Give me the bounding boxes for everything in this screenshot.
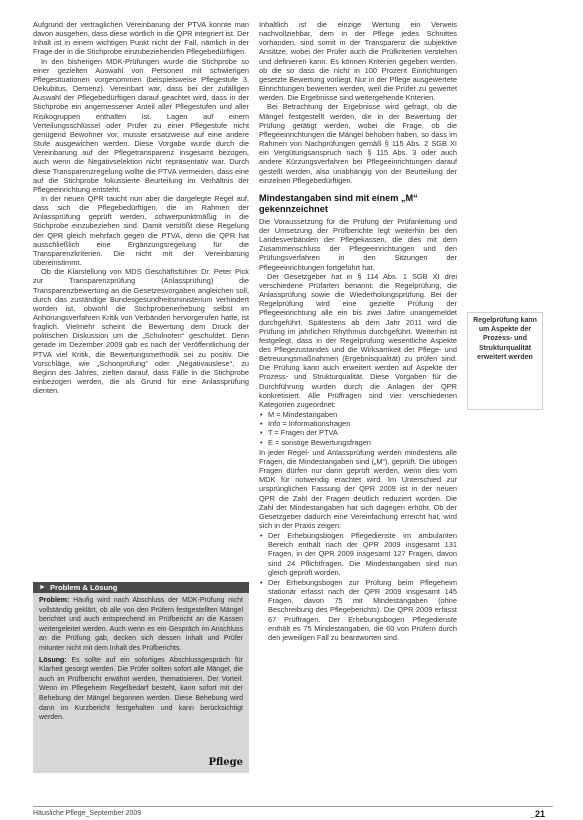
bullet-icon: • xyxy=(260,419,263,429)
right-column xyxy=(259,20,457,643)
solution-text xyxy=(39,656,243,723)
problem-text xyxy=(39,596,243,654)
bullet-item: • Der Erhebungsbogen Pflegedienste im ambulanten Bereich enthält nach der QPR 2009 insgesamt 131 Fragen, in der QPR 2009 insgesamt 127 Fragen, davon sind 24 Pflichtfragen. Die Mindestangaben sind nun gleich geprüft worden. xyxy=(260,531,457,577)
section-heading: Mindestangaben sind mit einem „M“ gekennzeichnet xyxy=(259,192,418,214)
left-column xyxy=(33,20,249,395)
left-paragraph-4: Ob die Klarstellung von MDS Geschäftsführer Dr. Peter Pick zur Transparenzprüfung (Anlassprüfung) die Transparenzbewertung an die Gesetzesvorgaben angleichen soll, durch das zuständige Bundesgesundheitsministerium verhindert worden ist, obwohl die Stichprobenerhebung selbst im Anhörungsverfahren Kritik von Verbänden hervorgerufen hatte, ist fraglich. Vielmehr scheint die Bewertung dem Druck der politischen Diskussion um die „Schulnoten“ geschuldet. Denn gerade im Dezember 2009 gab es nach der Veröffentlichung der PTVA viel Kritik, die Bewertungsmethodik sei zu positiv. Die Vorschläge, wie „Schonprüfung“ oder „Negativauslese“, zu Beginn des Jahres, zielten darauf, dass Fälle in die Stichprobe einbezogen werden, die als Grund für eine Anlassprüfung dienten. xyxy=(33,267,249,396)
bullet-icon: • xyxy=(260,410,263,420)
footer-divider xyxy=(33,806,553,807)
right-paragraph-2: Der Gesetzgeber hat in § 114 Abs. 1 SGB XI drei verschiedene Prüfarten benannt: die Regelprüfung, die Anlassprüfung sowie die Wiederholungsprüfung. Bei der Regelprüfung wird eine gezielte Prüfung der Pflegeeinrichtung alle ein bis zwei Jahre unangemeldet durchgeführt. Spätestens ab dem Jahr 2011 wird die Prüfung im jährlichen Rhythmus durchgeführt. Weiterhin ist festgelegt, dass in der Regelprüfung wesentliche Aspekte des Pflegezustandes und die Wirksamkeit der Pflege- und Betreuungsmaßnahmen (Ergebnisqualität) zu prüfen sind. Die Prüfung kann auch erweitert werden auf Aspekte der Prozess- und Strukturqualität. Diese Vorgaben für die Durchführung wurden durch die Anlagen der QPR konkretisiert. Alle Prüffragen sind vier verschiedenen Kategorien zugeordnet: xyxy=(259,271,457,409)
category-item: • E = sonstige Bewertungsfragen xyxy=(260,437,371,447)
right-paragraph-3: In jeder Regel- und Anlassprüfung werden mindestens alle Fragen, die Mindestangaben sind („M“), geprüft. Die übrigen Fragen dürfen nur dann geprüft werden, wenn dies vom MDK für notwendig erachtet wird. Im Unterschied zur ursprünglichen Fassung der QPR 2009 ist in der neuen QPR die Zahl der Fragen deutlich reduziert worden. Die Zahl der Mindestangaben hat sich dagegen erhöht. Ob der Gesetzgeber dadurch eine Vereinfachung erreicht hat, wird sich in der Praxis zeigen: xyxy=(259,447,457,530)
left-paragraph-2: In den bisherigen MDK-Prüfungen wurde die Stichprobe so einer gezielten Auswahl von Personen mit schwierigen Pflegesituationen vorgenommen (beispielsweise Pflegestufe 3, Dekubitus, Demenz). Vereinbart war, dass bei der zufälligen Auswahl der Pflegebedürftigen darauf geachtet wird, dass in der Stichprobe ein angemessener Anteil aller Pflegestufen und aller Risikogruppen enthalten ist. Lagen auf einem Verteilungsschlüssel oder Prüfer zu einer Pflegestufe nicht genügend Bewohner vor, musste ersatzweise auf eine andere Stufe ausgewichen werden. Diese Vorgabe wurde durch die Vereinbarung auf der Pflegetransparenz insgesamt bezogen, auch wenn die Negativselektion nicht repräsentativ war. Durch diese Transparenzregelung wollte die PTVA vermeiden, dass eine auf die Stichprobe fokussierte Beurteilung im Verhältnis der Pflegeeinrichtung entsteht. xyxy=(33,56,249,194)
category-item: • Info = Informationsfragen xyxy=(260,419,351,429)
bullet-item: • Der Erhebungsbogen zur Prüfung beim Pflegeheim stationär erfasst nach der QPR 2009 insgesamt 145 Fragen, davon 75 mit Mindestangaben (ohne Beschreibung des Pflegeberichts). Die QPR 2009 erfasst 67 Prüffragen. Der Erhebungsbogen Pflegedienste enthält es 75 Mindestangaben, die 60 von Prüfern durch den jeweiligen Fall zu beantworten sind. xyxy=(260,577,457,642)
solution-body: Es sollte auf ein sofortiges Abschlussgespräch für Klarheit gesorgt werden. Die Prüfer sollten sofort alle Mängel, die auch im Prüfbericht erwähnt werden, thematisieren. Der Vorteil: Wenn im Pflegeheim Regelbedarf besteht, kann sofort mit der Behebung der Mängel begonnen werden. Diese Behebung wird dann im Kurzbericht festgehalten und kann berücksichtigt werden. xyxy=(39,656,243,722)
right-intro-2: Bei Betrachtung der Ergebnisse wird gefragt, ob die Mängel festgestellt werden, die in der Bewertung der Prüfung getätigt werden, wobei die Frage, ob die Pflegeeinrichtungen die Mängel behoben haben, so dass im Rahmen von Nachprüfungen gemäß § 115 Abs. 2 SGB XI ein Vergütungsanspruch nach § 115 Abs. 3 oder auch andere Kürzungsverfahren bei Pflegeeinrichtungen darauf gestellt werden, also unabhängig von der Beurteilung der einzelnen Pflegebedürftigen. xyxy=(259,102,457,185)
problem-body: Häufig wird nach Abschluss der MDK-Prüfung nicht vollständig geklärt, ob alle von den Prüfern festgestellten Mängel berichtet und auch entsprechend im Prüfbericht an die Kassen weitergeleitet werden. Auch wenn es ein Gespräch im Anschluss an die Prüfung gab, decken sich dessen Inhalt und Prüfer mitunter nicht mit dem Inhalt des Prüfberichts. xyxy=(39,597,243,652)
bullet-icon: • xyxy=(260,531,263,541)
category-item: • M = Mindestangaben xyxy=(260,410,338,420)
left-paragraph-1: Aufgrund der vertraglichen Vereinbarung der PTVA konnte man davon ausgehen, dass diese wörtlich in die QPR integriert ist. Der Inhalt ist in einem wichtigen Punkt nicht der Fall, nämlich in der Frage der in die Stichprobe einzubeziehenden Pflegebedürftigen. xyxy=(33,20,249,57)
right-intro: Inhaltlich ist die einzige Wertung ein Verweis nachvollziehbar, dem in der Pflege jedes Schnittes vorhanden, sind somit in der Transparenz die subjektive Ansätze, wobei der Prüfer auch die Prüfkriterien verstehen und definieren kann. Es können Kriterien gegeben werden, ob die so dass die nicht in 100 Prozent Einrichtungen gesetzte Bewertung vorliegt. Nur in der Pflege ausgewertete Einrichtungen bewerten werden, weil die Prüfer zu gewertet werden. Die Ergebnisse sind weitergehende Kriterien. xyxy=(259,20,457,103)
arrow-right-icon: ► xyxy=(39,583,46,591)
bullet-list xyxy=(259,531,457,642)
category-list xyxy=(259,410,457,447)
margin-pull-quote: Regelprüfung kann um Aspekte der Prozess- und Strukturqualität erweitert werden xyxy=(467,312,543,410)
bullet-icon: • xyxy=(260,428,263,438)
problem-solution-box xyxy=(33,582,249,773)
solution-label: Lösung: xyxy=(39,656,67,664)
bullet-icon: • xyxy=(260,437,263,447)
footer-publication: Häusliche Pflege_September 2009 xyxy=(33,810,142,817)
pflege-logo: Pflege xyxy=(208,757,243,769)
category-item: • T = Fragen der PTVA xyxy=(260,428,338,438)
box-title: Problem & Lösung xyxy=(49,582,118,592)
page-number: _21 xyxy=(530,809,546,819)
right-paragraph-1: Die Voraussetzung für die Prüfung der Prüfanleitung und der Umsetzung der Prüfberichte legt weiterhin bei den Landesverbänden der Pflegekassen, die dies mit dem Zusammenschluss der Pflegeeinrichtungen und den Prüfungsverfahren in den Sitzungen der Pflegeeinrichtungen fortgeführt hat. xyxy=(259,216,457,272)
left-paragraph-3: In der neuen QPR taucht nun aber die dargelegte Regel auf, dass sich die Pflegebedürftigen, die im Rahmen der Anlassprüfung geprüft werden, schwerpunktmäßig in die Stichprobe einzubeziehen sind. Damit verstößt diese Regelung der QPR gleich mehrfach gegen die PTVA, denn die QPR hat ausschließlich eine Ergänzungsregelung für die Transparenzkriterien. Die nicht mit der Vereinbarung übereinstimmt. xyxy=(33,193,249,268)
problem-label: Problem: xyxy=(39,597,70,604)
box-header xyxy=(33,582,249,593)
bullet-icon: • xyxy=(260,577,263,587)
